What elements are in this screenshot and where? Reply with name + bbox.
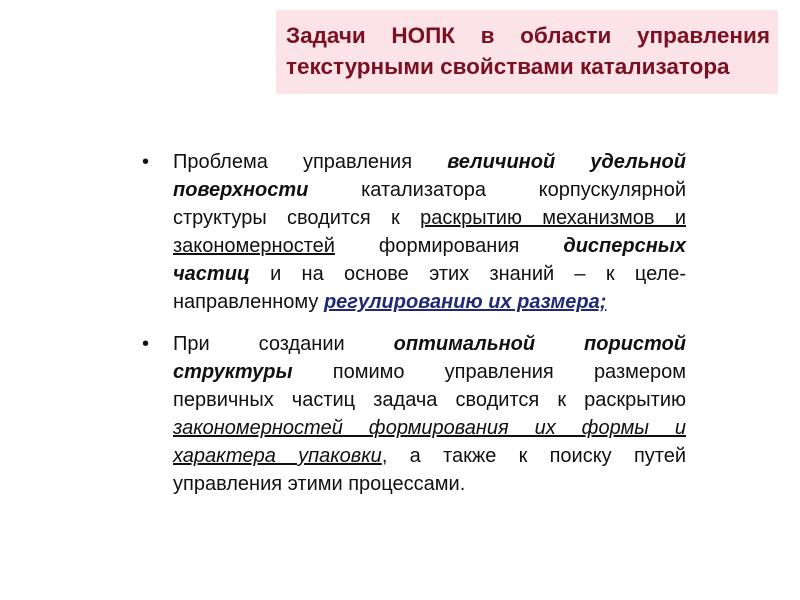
underlined-text: раскрытию механизмов и bbox=[420, 207, 686, 229]
text-span: и на основе этих знаний – к целе- bbox=[249, 263, 686, 285]
text-span: , а также к поиску путей bbox=[381, 445, 686, 467]
text-span: Проблема управления bbox=[173, 151, 448, 173]
text-span: При создании bbox=[173, 333, 394, 355]
text-span: первичных частиц задача сводится к раскрытию bbox=[173, 389, 686, 411]
underlined-text: закономерностей bbox=[173, 235, 335, 257]
content-area bbox=[140, 148, 686, 512]
bullet-icon: • bbox=[142, 333, 150, 355]
emphasis-text: величиной удельной bbox=[447, 151, 686, 173]
italic-underlined-text: характера упаковки bbox=[173, 445, 382, 467]
text-span: направленному bbox=[173, 291, 324, 313]
bullet-1-line-3 bbox=[173, 204, 686, 232]
text-span: структуры сводится к bbox=[173, 207, 421, 229]
bullet-1-line-2 bbox=[173, 176, 686, 204]
text-span: катализатора корпускулярной bbox=[308, 179, 686, 201]
emphasis-text: структуры bbox=[173, 361, 293, 383]
bullet-1-line-6 bbox=[173, 288, 686, 316]
title-box bbox=[276, 10, 778, 94]
bullet-1-line-1 bbox=[173, 148, 686, 176]
bullet-icon: • bbox=[142, 151, 150, 173]
slide-title-line-2: текстурными свойствами катализатора bbox=[286, 54, 730, 79]
bullet-2-line-3 bbox=[173, 386, 686, 414]
bullet-1-line-5 bbox=[173, 260, 686, 288]
slide-title-line-1: Задачи НОПК в области управления bbox=[286, 23, 770, 48]
text-span: формирования bbox=[334, 235, 564, 257]
bullet-2-line-6 bbox=[173, 470, 686, 498]
bullet-2-line-2 bbox=[173, 358, 686, 386]
bullet-2-line-1 bbox=[173, 330, 686, 358]
emphasis-text: частиц bbox=[173, 263, 250, 285]
bullet-1-line-4 bbox=[173, 232, 686, 260]
emphasis-underlined-text: регулированию их размера; bbox=[323, 291, 607, 313]
text-span: управления этими процессами. bbox=[173, 473, 466, 495]
emphasis-text: дисперсных bbox=[563, 235, 686, 257]
bullet-2-line-4 bbox=[173, 414, 686, 442]
emphasis-text: поверхности bbox=[173, 179, 309, 201]
italic-underlined-text: закономерностей формирования их формы и bbox=[173, 417, 686, 439]
emphasis-text: оптимальной пористой bbox=[393, 333, 686, 355]
bullet-2-line-5 bbox=[173, 442, 686, 470]
bullet-item-1 bbox=[140, 148, 686, 316]
text-span: помимо управления размером bbox=[292, 361, 686, 383]
bullet-item-2 bbox=[140, 330, 686, 498]
